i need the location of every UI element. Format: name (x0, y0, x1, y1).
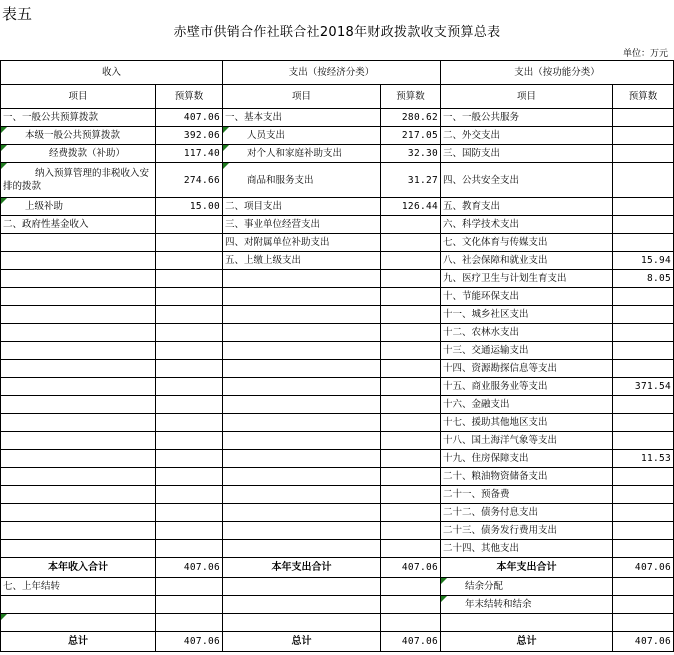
empty-cell (613, 596, 674, 614)
table-row (1, 216, 674, 234)
func-item-label: 二十三、债务发行费用支出 (441, 522, 613, 540)
table-row (1, 522, 674, 540)
econ-item-value (381, 216, 441, 234)
empty-cell (223, 306, 381, 324)
func-item-label: 二十二、债务付息支出 (441, 504, 613, 522)
grand-total-row (1, 632, 674, 652)
econ-item-value: 126.44 (381, 198, 441, 216)
econ-item-value: 31.27 (381, 163, 441, 198)
empty-cell (1, 414, 156, 432)
empty-cell (156, 614, 223, 632)
empty-cell (223, 468, 381, 486)
econ-item-label: 商品和服务支出 (223, 163, 381, 198)
empty-cell (381, 432, 441, 450)
empty-cell (613, 614, 674, 632)
empty-cell (1, 486, 156, 504)
empty-cell (1, 342, 156, 360)
func-item-value (613, 522, 674, 540)
func-item-label: 九、医疗卫生与计划生育支出 (441, 270, 613, 288)
empty-cell (381, 288, 441, 306)
income-item-value (156, 216, 223, 234)
func-item-value (613, 504, 674, 522)
income-item-label: 二、政府性基金收入 (1, 216, 156, 234)
empty-cell (156, 504, 223, 522)
empty-cell (156, 486, 223, 504)
func-item-label: 十七、援助其他地区支出 (441, 414, 613, 432)
empty-cell (223, 396, 381, 414)
econ-item-label: 三、事业单位经营支出 (223, 216, 381, 234)
carryover-row (1, 578, 674, 596)
empty-cell (156, 342, 223, 360)
table-row (1, 468, 674, 486)
func-item-label: 十一、城乡社区支出 (441, 306, 613, 324)
income-item-value: 407.06 (156, 109, 223, 127)
table-row (1, 163, 674, 198)
func-item-value: 8.05 (613, 270, 674, 288)
empty-cell (381, 342, 441, 360)
empty-cell (223, 270, 381, 288)
empty-cell (223, 596, 381, 614)
table-number-label: 表五 (2, 5, 33, 23)
empty-cell (156, 378, 223, 396)
func-item-value (613, 468, 674, 486)
empty-cell (156, 522, 223, 540)
func-item-label: 十八、国土海洋气象等支出 (441, 432, 613, 450)
empty-cell (1, 522, 156, 540)
func-item-value: 11.53 (613, 450, 674, 468)
func-item-value: 371.54 (613, 378, 674, 396)
empty-cell (1, 614, 156, 632)
func-item-label: 十五、商业服务业等支出 (441, 378, 613, 396)
unit-label: 单位：万元 (622, 49, 668, 59)
func-item-label: 十三、交通运输支出 (441, 342, 613, 360)
empty-cell (156, 234, 223, 252)
income-item-label: 本级一般公共预算拨款 (1, 127, 156, 145)
table-row (1, 486, 674, 504)
func-item-value (613, 145, 674, 163)
func-item-value (613, 288, 674, 306)
empty-cell (381, 614, 441, 632)
table-row (1, 614, 674, 632)
empty-cell (156, 450, 223, 468)
income-item-label: 一、一般公共预算拨款 (1, 109, 156, 127)
empty-cell (1, 360, 156, 378)
table-row (1, 378, 674, 396)
func-item-label: 十、节能环保支出 (441, 288, 613, 306)
empty-cell (1, 540, 156, 558)
empty-cell (381, 578, 441, 596)
empty-cell (1, 288, 156, 306)
column-header-row (1, 85, 674, 109)
empty-cell (381, 504, 441, 522)
empty-cell (223, 486, 381, 504)
table-row (1, 109, 674, 127)
func-item-header: 项目 (441, 85, 613, 109)
func-item-value (613, 540, 674, 558)
econ-item-label: 一、基本支出 (223, 109, 381, 127)
func-expense-section-header: 支出（按功能分类） (441, 61, 674, 85)
func-grand-total-label: 总计 (441, 632, 613, 652)
econ-year-total-label: 本年支出合计 (223, 558, 381, 578)
func-item-label: 七、文化体育与传媒支出 (441, 234, 613, 252)
table-row (1, 396, 674, 414)
econ-item-label: 四、对附属单位补助支出 (223, 234, 381, 252)
table-row (1, 324, 674, 342)
empty-cell (223, 360, 381, 378)
table-row (1, 234, 674, 252)
empty-cell (1, 306, 156, 324)
func-item-value (613, 414, 674, 432)
table-row (1, 414, 674, 432)
econ-item-value (381, 234, 441, 252)
empty-cell (381, 324, 441, 342)
table-row (1, 288, 674, 306)
table-row (1, 198, 674, 216)
func-item-label: 二、外交支出 (441, 127, 613, 145)
empty-cell (1, 596, 156, 614)
income-item-value: 15.00 (156, 198, 223, 216)
empty-cell (156, 288, 223, 306)
func-surplus-distribution-label: 结余分配 (441, 578, 613, 596)
empty-cell (156, 578, 223, 596)
econ-item-value: 217.05 (381, 127, 441, 145)
empty-cell (156, 432, 223, 450)
empty-cell (441, 614, 613, 632)
econ-amount-header: 预算数 (381, 85, 441, 109)
econ-item-header: 项目 (223, 85, 381, 109)
empty-cell (223, 432, 381, 450)
econ-item-label: 对个人和家庭补助支出 (223, 145, 381, 163)
income-grand-total-label: 总计 (1, 632, 156, 652)
income-section-header: 收入 (1, 61, 223, 85)
empty-cell (156, 414, 223, 432)
econ-item-value: 280.62 (381, 109, 441, 127)
empty-cell (381, 360, 441, 378)
empty-cell (223, 614, 381, 632)
income-grand-total-value: 407.06 (156, 632, 223, 652)
income-carryover-label: 七、上年结转 (1, 578, 156, 596)
func-item-value (613, 127, 674, 145)
func-item-label: 三、国防支出 (441, 145, 613, 163)
func-item-value (613, 109, 674, 127)
func-item-value (613, 198, 674, 216)
income-year-total-label: 本年收入合计 (1, 558, 156, 578)
income-item-label: 纳入预算管理的非税收入安排的拨款 (1, 163, 156, 198)
empty-cell (223, 288, 381, 306)
empty-cell (156, 540, 223, 558)
income-item-value: 392.06 (156, 127, 223, 145)
func-amount-header: 预算数 (613, 85, 674, 109)
empty-cell (223, 324, 381, 342)
empty-cell (1, 378, 156, 396)
func-item-label: 五、教育支出 (441, 198, 613, 216)
empty-cell (223, 342, 381, 360)
empty-cell (1, 450, 156, 468)
econ-grand-total-value: 407.06 (381, 632, 441, 652)
econ-item-label: 五、上缴上级支出 (223, 252, 381, 270)
table-row (1, 504, 674, 522)
income-amount-header: 预算数 (156, 85, 223, 109)
empty-cell (156, 396, 223, 414)
empty-cell (223, 540, 381, 558)
income-item-label: 上级补助 (1, 198, 156, 216)
table-row (1, 252, 674, 270)
econ-item-label: 人员支出 (223, 127, 381, 145)
func-item-label: 十六、金融支出 (441, 396, 613, 414)
table-row (1, 360, 674, 378)
empty-cell (381, 270, 441, 288)
func-item-label: 八、社会保障和就业支出 (441, 252, 613, 270)
empty-cell (156, 468, 223, 486)
empty-cell (223, 414, 381, 432)
econ-grand-total-label: 总计 (223, 632, 381, 652)
empty-cell (381, 306, 441, 324)
func-item-value (613, 432, 674, 450)
empty-cell (223, 378, 381, 396)
page-title: 赤壁市供销合作社联合社2018年财政拨款收支预算总表 (173, 25, 501, 40)
empty-cell (613, 578, 674, 596)
func-item-label: 十九、住房保障支出 (441, 450, 613, 468)
func-item-value (613, 486, 674, 504)
func-item-value (613, 360, 674, 378)
empty-cell (381, 450, 441, 468)
empty-cell (156, 306, 223, 324)
func-item-label: 二十一、预备费 (441, 486, 613, 504)
empty-cell (381, 468, 441, 486)
income-item-value: 274.66 (156, 163, 223, 198)
empty-cell (1, 468, 156, 486)
table-row (1, 432, 674, 450)
income-item-value: 117.40 (156, 145, 223, 163)
income-item-label: 经费拨款（补助） (1, 145, 156, 163)
func-item-value (613, 396, 674, 414)
func-item-label: 六、科学技术支出 (441, 216, 613, 234)
empty-cell (1, 270, 156, 288)
income-item-header: 项目 (1, 85, 156, 109)
table-row (1, 145, 674, 163)
income-year-total-value: 407.06 (156, 558, 223, 578)
func-item-value (613, 306, 674, 324)
empty-cell (381, 540, 441, 558)
func-item-value: 15.94 (613, 252, 674, 270)
empty-cell (223, 522, 381, 540)
func-item-value (613, 324, 674, 342)
func-item-label: 四、公共安全支出 (441, 163, 613, 198)
table-row (1, 127, 674, 145)
empty-cell (1, 252, 156, 270)
empty-cell (381, 378, 441, 396)
func-year-total-value: 407.06 (613, 558, 674, 578)
func-grand-total-value: 407.06 (613, 632, 674, 652)
func-item-label: 二十、粮油物资储备支出 (441, 468, 613, 486)
budget-table (0, 60, 674, 652)
empty-cell (223, 504, 381, 522)
table-row (1, 540, 674, 558)
empty-cell (1, 432, 156, 450)
section-header-row (1, 61, 674, 85)
empty-cell (1, 234, 156, 252)
empty-cell (381, 522, 441, 540)
func-item-label: 十四、资源勘探信息等支出 (441, 360, 613, 378)
table-row (1, 306, 674, 324)
func-year-total-label: 本年支出合计 (441, 558, 613, 578)
econ-item-label: 二、项目支出 (223, 198, 381, 216)
empty-cell (1, 396, 156, 414)
empty-cell (1, 324, 156, 342)
empty-cell (223, 578, 381, 596)
empty-cell (223, 450, 381, 468)
table-row (1, 270, 674, 288)
empty-cell (156, 596, 223, 614)
empty-cell (156, 324, 223, 342)
econ-item-value: 32.30 (381, 145, 441, 163)
func-item-label: 二十四、其他支出 (441, 540, 613, 558)
func-item-label: 一、一般公共服务 (441, 109, 613, 127)
func-item-value (613, 216, 674, 234)
empty-cell (381, 596, 441, 614)
func-item-value (613, 342, 674, 360)
empty-cell (156, 360, 223, 378)
func-item-value (613, 234, 674, 252)
empty-cell (381, 414, 441, 432)
func-item-value (613, 163, 674, 198)
empty-cell (156, 252, 223, 270)
func-year-end-balance-label: 年末结转和结余 (441, 596, 613, 614)
empty-cell (381, 486, 441, 504)
empty-cell (1, 504, 156, 522)
year-total-row (1, 558, 674, 578)
carryover-row (1, 596, 674, 614)
table-row (1, 342, 674, 360)
econ-year-total-value: 407.06 (381, 558, 441, 578)
empty-cell (156, 270, 223, 288)
empty-cell (381, 396, 441, 414)
econ-item-value (381, 252, 441, 270)
econ-expense-section-header: 支出（按经济分类） (223, 61, 441, 85)
func-item-label: 十二、农林水支出 (441, 324, 613, 342)
table-row (1, 450, 674, 468)
